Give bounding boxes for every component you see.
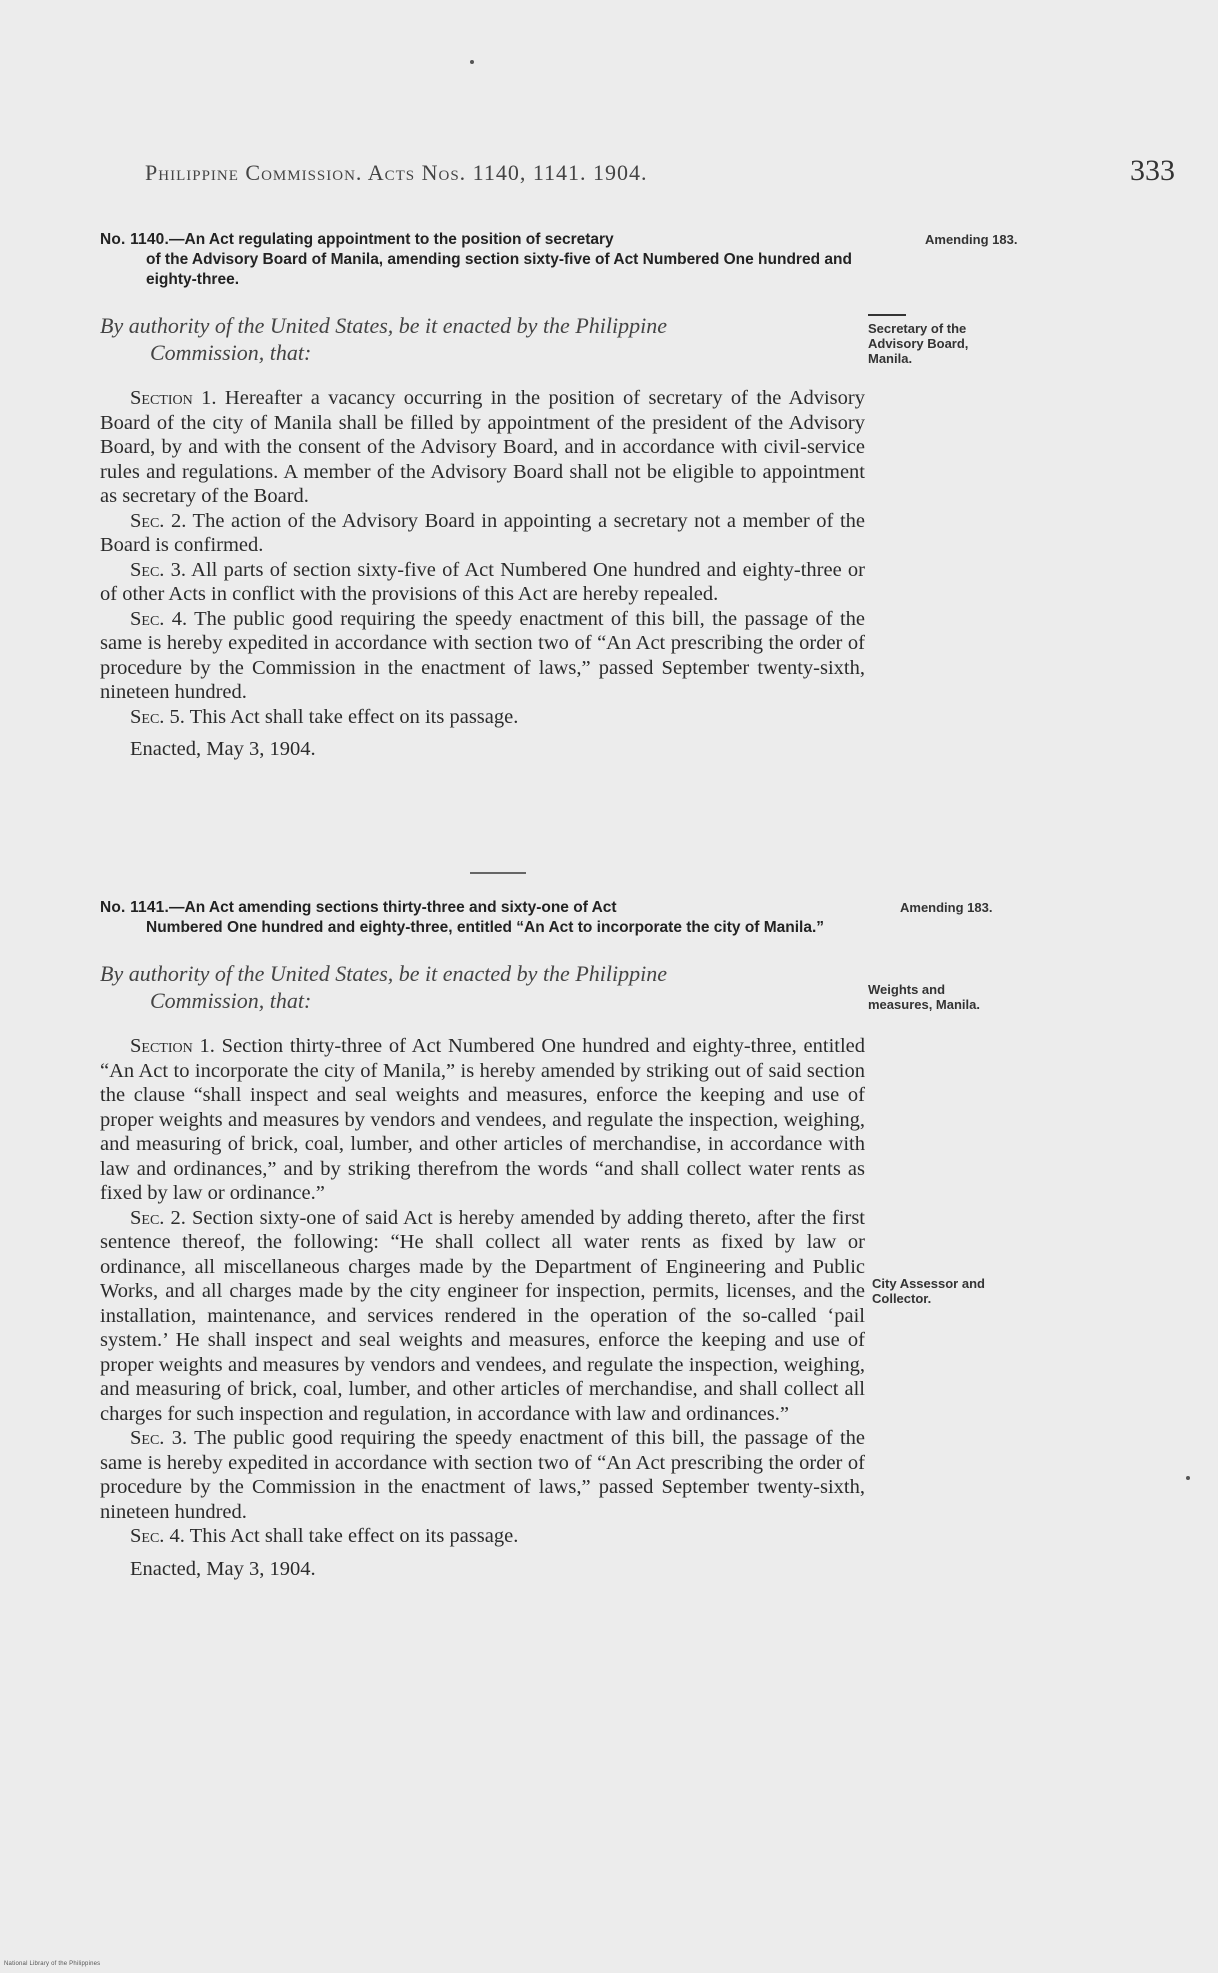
section-text: The public good requiring the speedy enactment of this bill, the passage of the same is hereby expedited in accordance with section two of “An Act prescribing the order of procedure by the Commission in the enactment of laws,” passed September twenty-sixth, nineteen hundred. xyxy=(100,607,865,703)
margin-note-city-assessor xyxy=(872,1276,1082,1306)
act-1141 xyxy=(100,898,865,1581)
act-sections xyxy=(100,1034,865,1549)
act-title xyxy=(100,898,865,938)
margin-note-line: Secretary of the xyxy=(868,321,967,336)
running-head: Philippine Commission. Acts Nos. 1140, 1141. 1904. xyxy=(145,160,648,185)
section-text: The public good requiring the speedy enactment of this bill, the passage of the same is hereby expedited in accordance with section two of “An Act prescribing the order of procedure by the Commission in the enactment of laws,” passed September twenty-sixth, nineteen hundred. xyxy=(100,1427,865,1523)
scan-footer: National Library of the Philippines xyxy=(4,1961,101,1967)
page-header xyxy=(145,154,1175,200)
margin-note-line: Collector. xyxy=(872,1291,932,1306)
enacting-clause xyxy=(100,960,865,1014)
act-title-continuation: Numbered One hundred and eighty-three, entitled “An Act to incorporate the city of Manila.” xyxy=(146,919,825,936)
section-label: Sec. 5. xyxy=(130,705,185,728)
section-paragraph xyxy=(100,1206,865,1427)
section-label: Section 1. xyxy=(130,387,217,409)
section-paragraph xyxy=(100,705,865,730)
margin-note-line: City Assessor and xyxy=(872,1276,985,1291)
act-number: No. 1140. xyxy=(100,231,170,248)
page-number: 333 xyxy=(1130,154,1175,187)
margin-dash xyxy=(868,314,906,316)
enacting-line: By authority of the United States, be it enacted by the Philippine xyxy=(100,961,667,986)
section-paragraph xyxy=(100,1426,865,1524)
margin-note-line: measures, Manila. xyxy=(868,997,980,1012)
act-title xyxy=(100,230,865,290)
enacting-continuation: Commission, that: xyxy=(150,988,312,1013)
margin-note-amending: Amending 183. xyxy=(925,232,1018,247)
section-label: Sec. 2. xyxy=(130,1206,186,1229)
margin-note-line: Weights and xyxy=(868,982,946,997)
section-label: Sec. 2. xyxy=(130,509,187,532)
section-text: All parts of section sixty-five of Act Numbered One hundred and eighty-three or of other Acts in conflict with the provisions of this Act are hereby repealed. xyxy=(100,558,866,605)
margin-note-line: Manila. xyxy=(868,351,913,366)
enacted-date: Enacted, May 3, 1904. xyxy=(130,738,316,760)
section-text: This Act shall take effect on its passage. xyxy=(184,705,519,728)
enacting-line: By authority of the United States, be it enacted by the Philippine xyxy=(100,313,667,338)
margin-note-weights xyxy=(868,982,1078,1012)
section-paragraph xyxy=(100,1034,865,1206)
margin-note-amending: Amending 183. xyxy=(900,900,993,915)
act-number: No. 1141. xyxy=(100,899,170,916)
section-text: Section sixty-one of said Act is hereby amended by adding thereto, after the first sentence thereof, the following: “He shall collect all water rents as fixed by law or ordinance, all miscellaneous charges made by the Department of Engineering and Public Works, and all charges made by the city engineer for inspection, permits, licenses, and the installation, maintenance, and services rendered in the operation of the so-called ‘pail system.’ He shall inspect and seal weights and measures, enforce the keeping and use of proper weights and measures by vendors and vendees, and regulate the inspection, weighing, and measuring of brick, coal, lumber, and other articles of merchandise, and shall collect all charges for such inspection and regulation, in accordance with law and ordinances.” xyxy=(100,1206,865,1425)
section-label: Sec. 3. xyxy=(130,558,187,581)
act-1140 xyxy=(100,230,865,762)
section-text: This Act shall take effect on its passage. xyxy=(184,1525,519,1547)
act-title-continuation: of the Advisory Board of Manila, amending section sixty-five of Act Numbered One hundred and eighty-three. xyxy=(146,251,852,288)
section-label: Sec. 4. xyxy=(130,607,188,630)
act-sections xyxy=(100,386,865,729)
act-title-line: —An Act amending sections thirty-three and sixty-one of Act xyxy=(169,899,617,916)
margin-note-line: Advisory Board, xyxy=(868,336,969,351)
section-paragraph xyxy=(100,558,865,607)
act-title-line: —An Act regulating appointment to the position of secretary xyxy=(169,231,614,248)
scan-speck xyxy=(1186,1476,1190,1480)
section-paragraph xyxy=(100,386,865,509)
section-divider xyxy=(470,872,526,874)
section-text: Section thirty-three of Act Numbered One hundred and eighty-three, entitled “An Act to incorporate the city of Manila,” is hereby amended by striking out of said section the clause “shall inspect and seal weights and measures, enforce the keeping and use of proper weights and measures by vendors and vendees, and regulate the inspection, weighing, and measuring of brick, coal, lumber, and other articles of merchandise, in accordance with law and ordinances,” and by striking therefrom the words “and shall collect water rents as fixed by law or ordinance.” xyxy=(100,1035,865,1204)
section-label: Section 1. xyxy=(130,1035,215,1057)
section-paragraph xyxy=(100,607,865,705)
enacting-clause xyxy=(100,312,865,366)
scan-speck xyxy=(470,60,474,64)
section-text: The action of the Advisory Board in appointing a secretary not a member of the Board is confirmed. xyxy=(100,509,865,556)
section-label: Sec. 4. xyxy=(130,1525,185,1547)
section-paragraph xyxy=(100,509,865,558)
margin-note-secretary xyxy=(868,306,1078,366)
enacting-continuation: Commission, that: xyxy=(150,340,312,365)
section-paragraph xyxy=(100,1524,865,1549)
enacted-date: Enacted, May 3, 1904. xyxy=(130,1557,316,1580)
section-text: Hereafter a vacancy occurring in the position of secretary of the Advisory Board of the city of Manila shall be filled by appointment of the president of the Advisory Board, by and with the consent of the Advisory Board, and in accordance with civil-service rules and regulations. A member of the Advisory Board shall not be eligible to appointment as secretary of the Board. xyxy=(100,387,865,507)
section-label: Sec. 3. xyxy=(130,1427,188,1449)
